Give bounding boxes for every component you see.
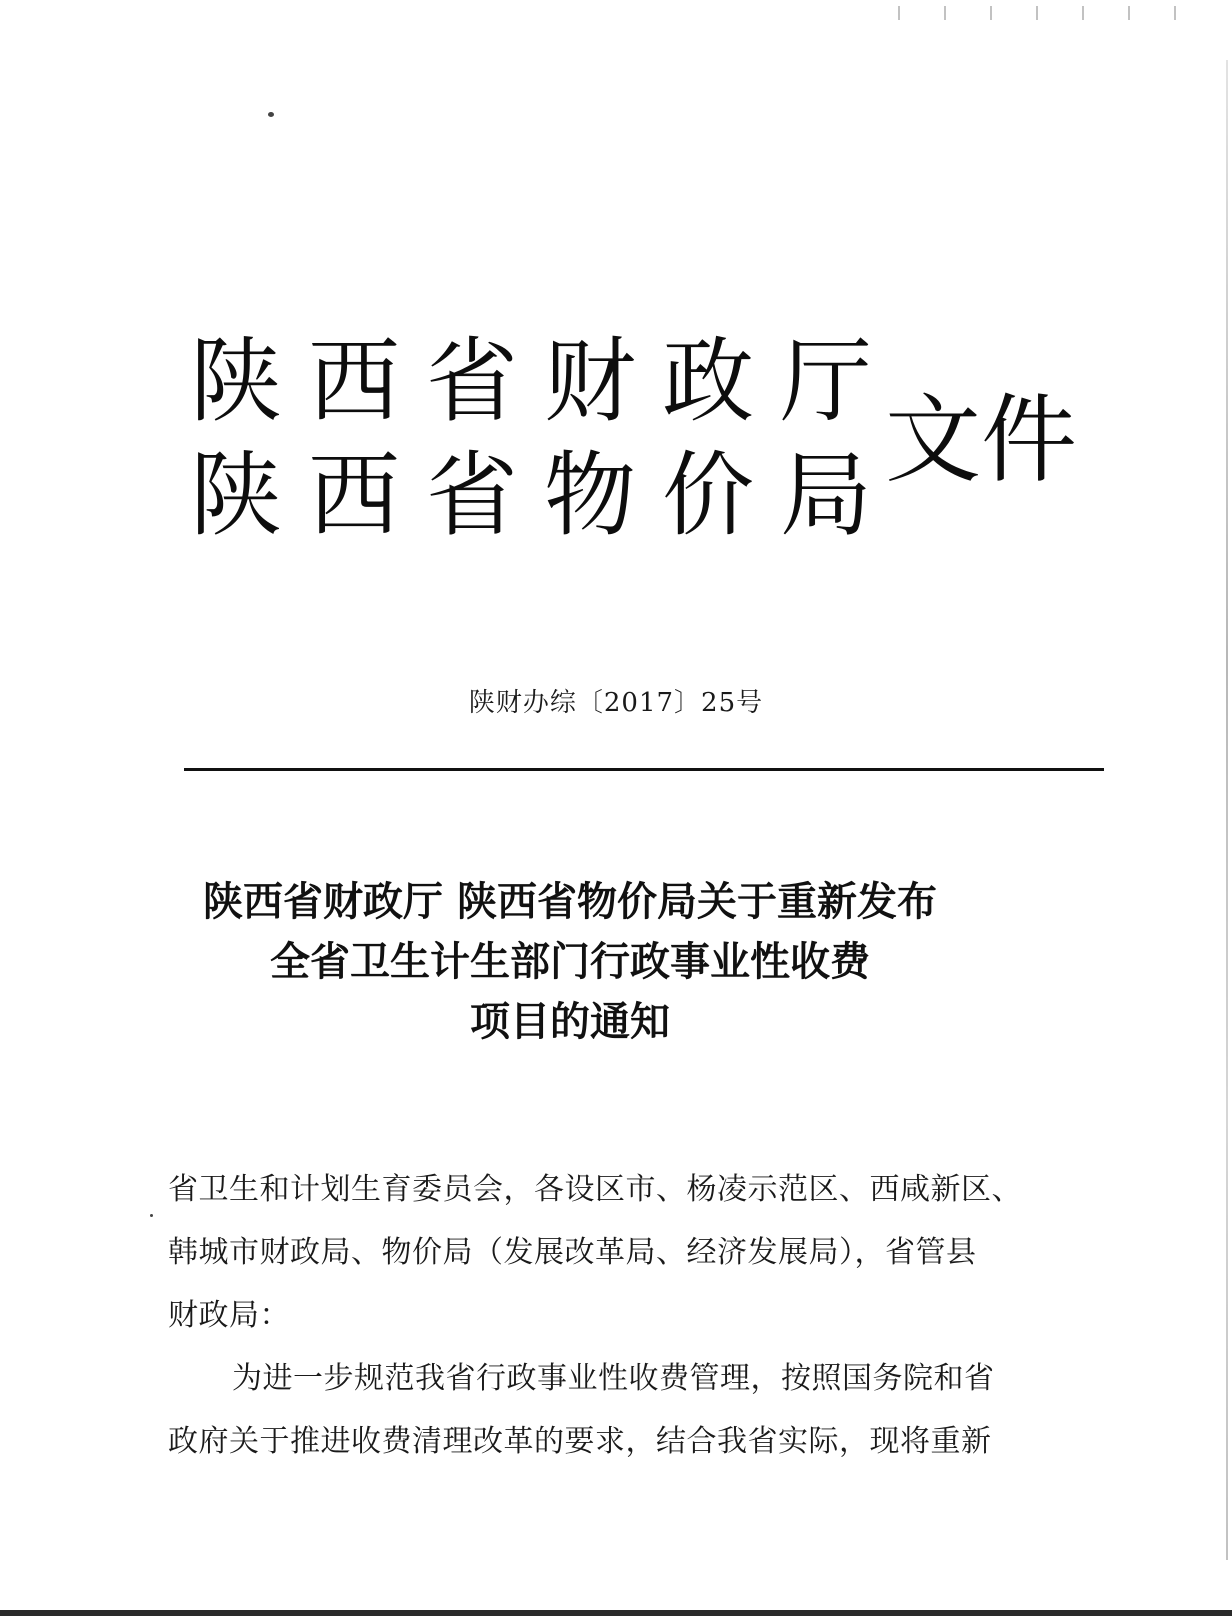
notice-title — [120, 872, 1020, 1052]
addressee-line-1: 省卫生和计划生育委员会，各设区市、杨凌示范区、西咸新区、 — [168, 1172, 1022, 1207]
paragraph-1-line-1: 为进一步规范我省行政事业性收费管理，按照国务院和省 — [232, 1361, 995, 1396]
header-divider — [184, 768, 1104, 771]
notice-body — [168, 1158, 1058, 1473]
issuer-line-2: 陕西省物价局 — [190, 442, 899, 549]
scan-speck — [268, 112, 274, 117]
document-number-text: 陕财办综〔2017〕25号 — [468, 688, 764, 718]
header-suffix: 文件 — [885, 384, 1077, 496]
addressee-line-3: 财政局： — [168, 1298, 290, 1333]
scan-artifact-top — [880, 6, 1180, 20]
document-number — [0, 682, 1232, 719]
scan-edge-bottom — [0, 1610, 1232, 1616]
scan-edge-right — [1226, 60, 1228, 1560]
issuer-line-1: 陕西省财政厅 — [190, 328, 899, 435]
document-header — [190, 330, 1110, 550]
title-line-2: 全省卫生计生部门行政事业性收费 — [270, 939, 870, 985]
scan-speck — [150, 1214, 153, 1217]
paragraph-1-line-2: 政府关于推进收费清理改革的要求，结合我省实际，现将重新 — [168, 1424, 992, 1459]
title-line-1: 陕西省财政厅 陕西省物价局关于重新发布 — [203, 879, 937, 925]
title-line-3: 项目的通知 — [470, 999, 670, 1045]
addressee-line-2: 韩城市财政局、物价局（发展改革局、经济发展局），省管县 — [168, 1235, 977, 1270]
